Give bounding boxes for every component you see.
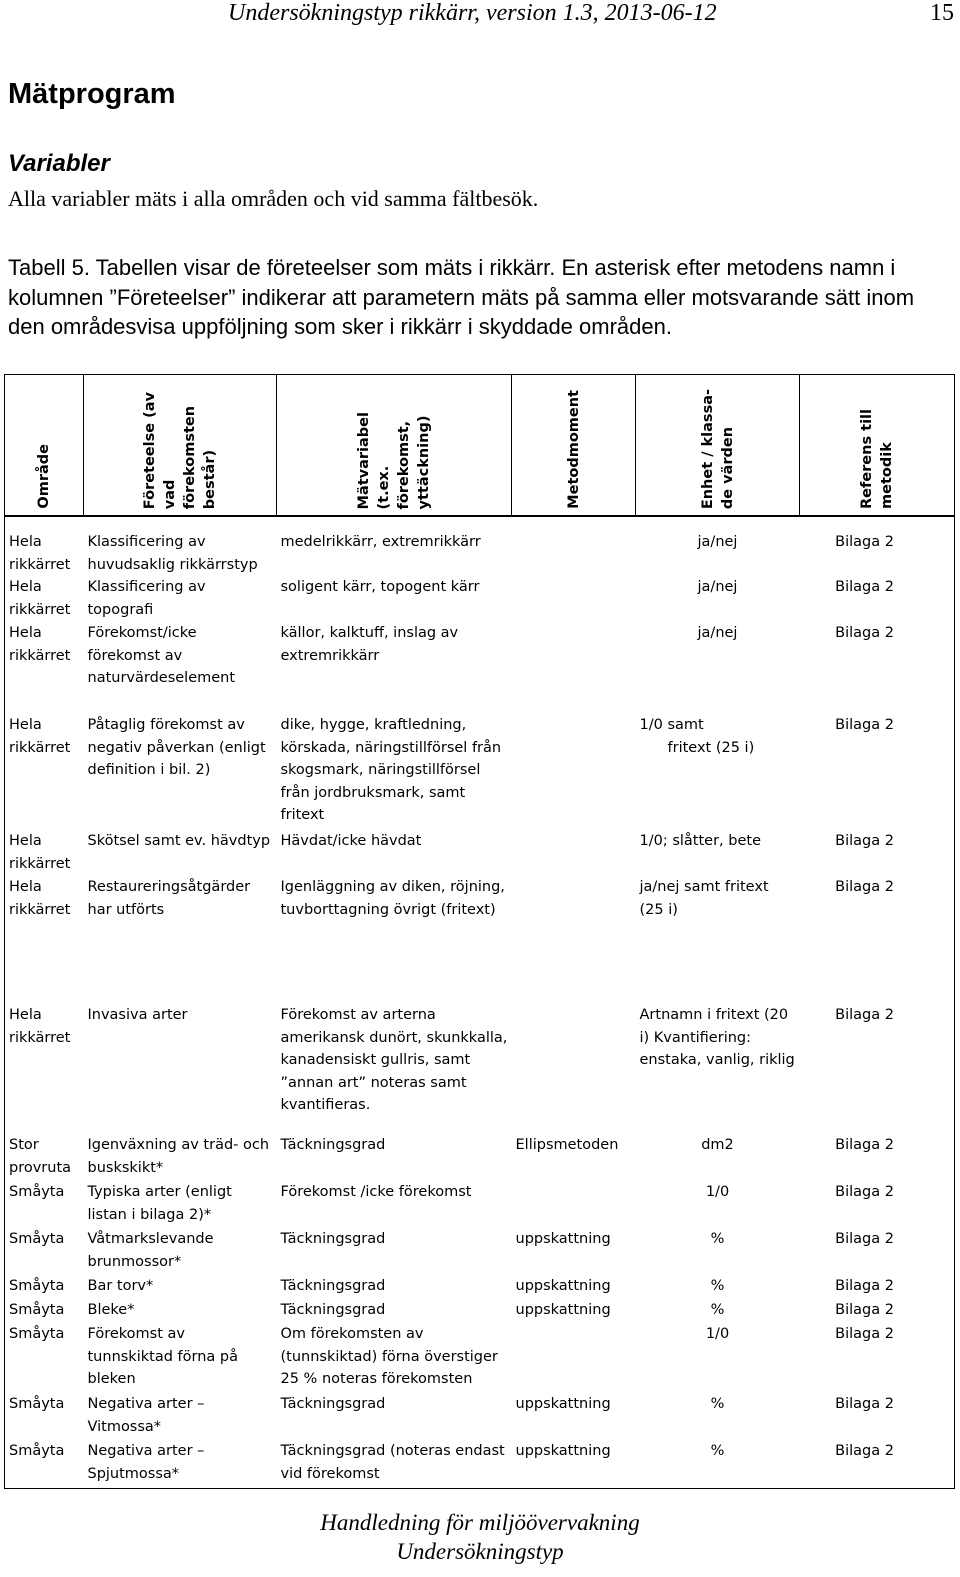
table-row: Småyta Negativa arter – Spjutmossa* Täckningsgrad (noteras endast vid förekomst uppskattning % Bilaga 2 [5,1440,955,1488]
table-row: Stor provruta Igenväxning av träd- och buskskikt* Täckningsgrad Ellipsmetoden dm2 Bilaga 2 [5,1134,955,1181]
col-header-foreteelse: Företeelse (av vad förekomsten består) [84,375,277,517]
table-row: Småyta Förekomst av tunnskiktad förna på bleken Om förekomsten av (tunnskiktad) förna överstiger 25 % noteras förekomsten 1/0 Bilaga 2 [5,1323,955,1393]
table-row: Småyta Våtmarkslevande brunmossor* Täckningsgrad uppskattning % Bilaga 2 [5,1228,955,1275]
col-header-enhet: Enhet / klassa- de värden [636,375,800,517]
footer-line-1: Handledning för miljöövervakning [320,1510,640,1535]
col-header-metodmoment: Metodmoment [512,375,636,517]
table-row: Hela rikkärret Restaureringsåtgärder har utförts Igenläggning av diken, röjning, tuvborttagning övrigt (fritext) ja/nej samt fritext (25 i) Bilaga 2 [5,876,955,1004]
table-row: Hela rikkärret Klassificering av topografi soligent kärr, topogent kärr ja/nej Bilaga 2 [5,576,955,622]
table-row: Hela rikkärret Klassificering av huvudsaklig rikkärrstyp medelrikkärr, extremrikkärr ja/nej Bilaga 2 [5,516,955,576]
table-row: Småyta Negativa arter – Vitmossa* Täckningsgrad uppskattning % Bilaga 2 [5,1393,955,1440]
table-header-row [5,375,955,517]
section-heading: Mätprogram [8,78,176,110]
table-row: Småyta Bleke* Täckningsgrad uppskattning % Bilaga 2 [5,1299,955,1323]
table-row: Småyta Bar torv* Täckningsgrad uppskattning % Bilaga 2 [5,1275,955,1299]
measurement-table [4,374,955,1489]
page-number: 15 [930,0,954,26]
table-row: Hela rikkärret Invasiva arter Förekomst av arterna amerikansk dunört, skunkkalla, kanadensiskt gullris, samt ”annan art” noteras samt kvantifieras. Artnamn i fritext (20 i) Kvantifiering: enstaka, vanlig, riklig Bilaga 2 [5,1004,955,1134]
table-row: Småyta Typiska arter (enligt listan i bilaga 2)* Förekomst /icke förekomst 1/0 Bilaga 2 [5,1181,955,1228]
footer-line-2: Undersökningstyp [396,1539,564,1564]
table-row: Hela rikkärret Förekomst/icke förekomst av naturvärdeselement källor, kalktuff, inslag av extremrikkärr ja/nej Bilaga 2 [5,622,955,714]
table-row: Hela rikkärret Påtaglig förekomst av negativ påverkan (enligt definition i bil. 2) dike, hygge, kraftledning, körskada, näringstillförsel från skogsmark, näringstillförsel från jordbruksmark, samt fritext 1/0 samt fritext (25 i) Bilaga 2 [5,714,955,830]
subsection-heading: Variabler [8,150,110,177]
lead-paragraph: Alla variabler mäts i alla områden och vid samma fältbesök. [8,186,539,211]
col-header-omrade: Område [5,375,84,517]
running-header-title: Undersökningstyp rikkärr, version 1.3, 2013-06-12 [228,0,717,26]
table-row: Hela rikkärret Skötsel samt ev. hävdtyp Hävdat/icke hävdat 1/0; slåtter, bete Bilaga 2 [5,830,955,876]
col-header-referens: Referens till metodik [800,375,955,517]
footer [0,1508,960,1566]
table-caption: Tabell 5. Tabellen visar de företeelser som mäts i rikkärr. En asterisk efter metodens namn i kolumnen ”Företeelser” indikerar att parametern mäts på samma eller motsvarande sätt inom den områdesvisa uppföljning som sker i rikkärr i skyddade områden. [8,255,915,339]
col-header-matvariabel: Mätvariabel (t.ex. förekomst, yttäckning) [277,375,512,517]
